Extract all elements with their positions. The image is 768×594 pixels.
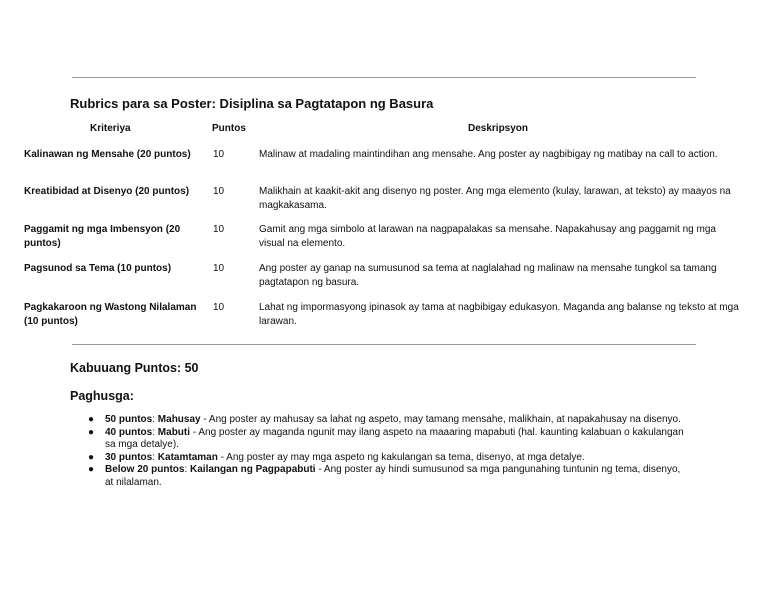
rating-label: Kailangan ng Pagpapabuti [190,464,316,475]
list-item [88,452,688,465]
row-points: 10 [213,186,225,197]
list-item [88,427,688,452]
rating-label: Mabuti [157,426,191,438]
bullet-icon: ● [88,414,95,425]
row-points: 10 [213,302,225,313]
row-criteria: Kreatibidad at Disenyo (20 puntos) [24,186,190,197]
row-criteria: Pagkakaroon ng Wastong Nilalaman (10 puntos) [24,302,197,327]
judging-list [88,414,688,489]
row-criteria: Paggamit ng mga Imbensyon (20 puntos) [24,224,181,249]
rating-label: Mahusay [157,414,201,425]
rating-description: - Ang poster ay may mga aspeto ng kakulangan sa tema, disenyo, at mga detalye. [217,451,585,463]
header-criteria: Kriteriya [90,123,131,134]
bullet-icon: ● [88,464,95,475]
separator: : [184,464,191,475]
total-points: Kabuuang Puntos: 50 [70,361,199,375]
row-points: 10 [213,263,225,274]
rating-description: - Ang poster ay maganda ngunit may ilang aspeto na maaaring mapabuti (hal. kaunting kalabuan o kakulangan sa mga detalye). [105,426,684,450]
bottom-divider [72,344,696,345]
score-label: 40 puntos [105,426,153,438]
bullet-icon: ● [88,451,95,463]
row-points: 10 [213,224,225,235]
top-divider [72,77,696,78]
separator: : [152,451,158,463]
rating-description: - Ang poster ay mahusay sa lahat ng aspeto, may tamang mensahe, malikhain, at napakahusay na disenyo. [200,414,681,425]
row-criteria: Pagsunod sa Tema (10 puntos) [24,263,172,274]
score-label: Below 20 puntos [105,464,185,475]
row-description: Malinaw at madaling maintindihan ang mensahe. Ang poster ay nagbibigay ng matibay na call to action. [259,149,718,160]
rating-label: Katamtaman [157,451,218,463]
bullet-icon: ● [88,426,95,438]
header-points: Puntos [212,123,246,134]
row-description: Gamit ang mga simbolo at larawan na nagpapalakas sa mensahe. Napakahusay ang paggamit ng mga visual na elemento. [259,224,716,249]
row-description: Ang poster ay ganap na sumusunod sa tema at naglalahad ng malinaw na mensahe tungkol sa tamang pagtatapon ng basura. [259,263,717,288]
list-item [88,414,688,427]
rating-description: - Ang poster ay hindi sumusunod sa mga pangunahing tuntunin ng tema, disenyo, at nilalaman. [105,464,681,488]
row-criteria: Kalinawan ng Mensahe (20 puntos) [24,149,191,160]
separator: : [152,414,158,425]
header-description: Deskripsyon [468,123,529,134]
row-points: 10 [213,149,225,160]
judging-heading: Paghusga: [70,389,134,403]
score-label: 50 puntos [105,414,153,425]
document-title: Rubrics para sa Poster: Disiplina sa Pagtatapon ng Basura [70,96,434,111]
row-description: Lahat ng impormasyong ipinasok ay tama at nagbibigay edukasyon. Maganda ang balanse ng teksto at mga larawan. [259,302,739,327]
separator: : [152,426,158,438]
score-label: 30 puntos [105,451,153,463]
row-description: Malikhain at kaakit-akit ang disenyo ng poster. Ang mga elemento (kulay, larawan, at teksto) ay maayos na magkakasama. [259,186,731,211]
list-item [88,464,688,489]
